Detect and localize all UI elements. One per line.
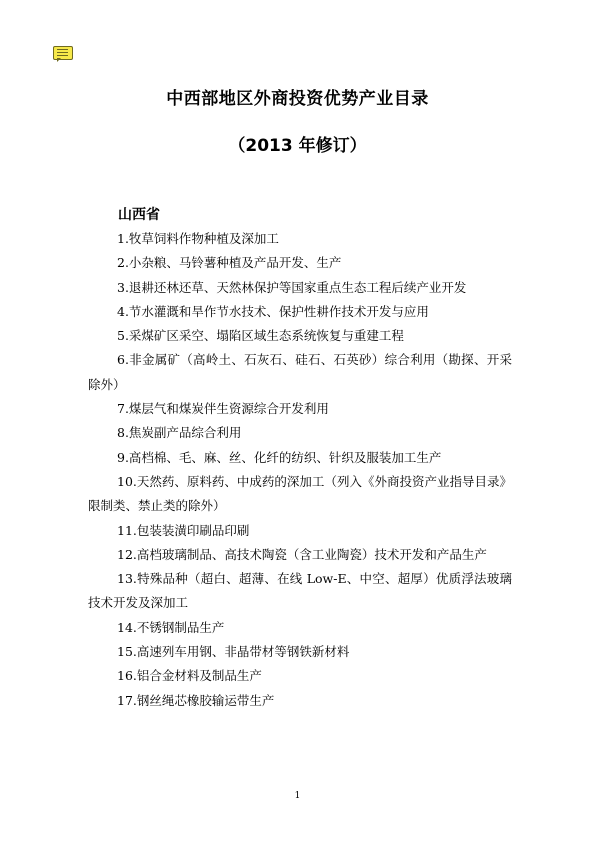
- list-item: 14.不锈钢制品生产: [117, 619, 225, 635]
- list-item: 1.牧草饲料作物种植及深加工: [117, 231, 279, 246]
- list-item: 17.钢丝绳芯橡胶输运带生产: [117, 692, 275, 708]
- list-item: 7.煤层气和煤炭伴生资源综合开发利用: [117, 401, 329, 417]
- list-item: 11.包装装潢印刷品印刷: [117, 522, 250, 538]
- list-item: 3.退耕还林还草、天然林保护等国家重点生态工程后续产业开发: [117, 279, 467, 295]
- list-item: 5.采煤矿区采空、塌陷区域生态系统恢复与重建工程: [117, 328, 404, 344]
- list-item: 9.高档棉、毛、麻、丝、化纤的纺织、针织及服装加工生产: [117, 449, 442, 465]
- note-tail: [57, 58, 61, 62]
- note-line: [57, 52, 68, 53]
- list-item: 10.天然药、原料药、中成药的深加工（列入《外商投资产业指导目录》限制类、禁止类的除外）: [88, 473, 512, 514]
- list-item: 12.高档玻璃制品、高技术陶瓷（含工业陶瓷）技术开发和产品生产: [117, 546, 487, 562]
- page-number: 1: [294, 791, 301, 801]
- document-subtitle: （2013 年修订）: [228, 136, 367, 156]
- list-item: 8.焦炭副产品综合利用: [117, 425, 242, 441]
- list-item: 2.小杂粮、马铃薯种植及产品开发、生产: [117, 255, 342, 271]
- list-item: 6.非金属矿（高岭土、石灰石、硅石、石英砂）综合利用（勘探、开采除外）: [88, 352, 512, 392]
- list-item: 13.特殊品种（超白、超薄、在线 Low-E、中空、超厚）优质浮法玻璃技术开发及深加工: [88, 571, 512, 611]
- list-item: 4.节水灌溉和旱作节水技术、保护性耕作技术开发与应用: [117, 303, 429, 319]
- note-comment-icon[interactable]: [53, 46, 73, 62]
- section-heading: 山西省: [118, 207, 160, 223]
- note-line: [57, 55, 68, 56]
- document-title: 中西部地区外商投资优势产业目录: [166, 89, 429, 109]
- list-item: 15.高速列车用钢、非晶带材等钢铁新材料: [117, 644, 350, 660]
- list-item: 16.铝合金材料及制品生产: [117, 668, 262, 684]
- industry-list: [88, 227, 512, 713]
- note-line: [57, 49, 68, 50]
